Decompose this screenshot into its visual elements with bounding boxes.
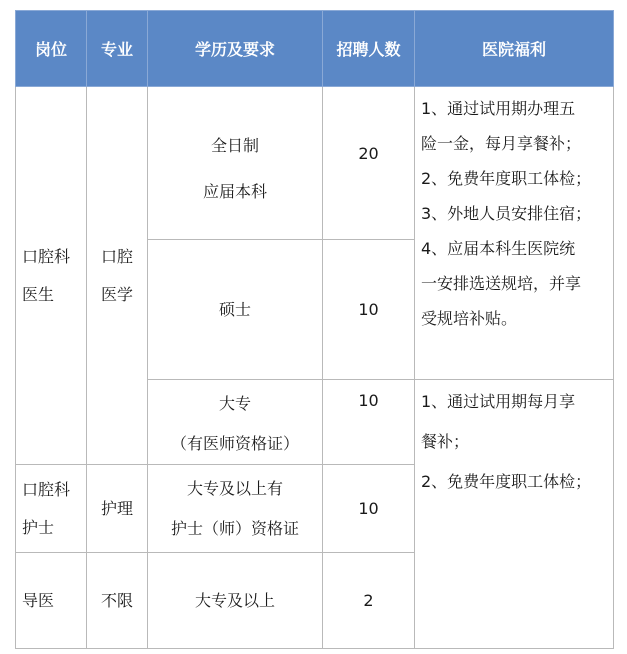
header-education: 学历及要求 bbox=[148, 11, 323, 87]
benefit-line: 2、免费年度职工体检； bbox=[421, 169, 592, 188]
count-cell: 10 bbox=[323, 380, 415, 465]
education-text: （有医师资格证） bbox=[170, 434, 299, 453]
education-text: 大专 bbox=[218, 394, 251, 413]
benefit-line: 餐补； bbox=[421, 432, 470, 451]
count-cell: 20 bbox=[323, 87, 415, 240]
education-cell: 大专及以上 bbox=[148, 553, 323, 649]
benefit-line: 3、外地人员安排住宿； bbox=[421, 204, 592, 223]
header-count: 招聘人数 bbox=[323, 11, 415, 87]
education-cell bbox=[148, 87, 323, 240]
header-major: 专业 bbox=[87, 11, 148, 87]
benefit-line: 4、应届本科生医院统 bbox=[421, 239, 576, 258]
major-text: 口腔 bbox=[100, 246, 133, 266]
benefit-line: 1、通过试用期办理五 bbox=[421, 99, 576, 118]
benefit-line: 险一金，每月享餐补； bbox=[421, 134, 582, 153]
count-cell: 2 bbox=[323, 553, 415, 649]
position-cell-dentist bbox=[16, 87, 87, 465]
education-cell bbox=[148, 465, 323, 553]
benefit-line: 2、免费年度职工体检； bbox=[421, 472, 592, 491]
table-row bbox=[16, 87, 614, 240]
major-text: 医学 bbox=[100, 284, 133, 304]
position-text: 口腔科 bbox=[22, 479, 71, 499]
position-text: 护士 bbox=[22, 517, 55, 537]
position-text: 口腔科 bbox=[22, 246, 71, 266]
recruitment-table-container bbox=[15, 10, 613, 644]
major-cell-nurse: 护理 bbox=[87, 465, 148, 553]
benefits-cell-2 bbox=[415, 380, 614, 649]
table-header-row bbox=[16, 11, 614, 87]
header-benefits: 医院福利 bbox=[415, 11, 614, 87]
education-text: 应届本科 bbox=[202, 182, 267, 201]
position-text: 医生 bbox=[22, 284, 55, 304]
benefit-line: 一安排选送规培，并享 bbox=[421, 274, 582, 293]
benefit-line: 1、通过试用期每月享 bbox=[421, 392, 576, 411]
count-cell: 10 bbox=[323, 240, 415, 380]
benefit-line: 受规培补贴。 bbox=[421, 309, 518, 328]
education-cell: 硕士 bbox=[148, 240, 323, 380]
position-cell-guide: 导医 bbox=[16, 553, 87, 649]
count-cell: 10 bbox=[323, 465, 415, 553]
header-position: 岗位 bbox=[16, 11, 87, 87]
education-text: 大专及以上有 bbox=[186, 478, 283, 498]
education-text: 全日制 bbox=[210, 136, 259, 155]
major-cell-dentist bbox=[87, 87, 148, 465]
major-cell-guide: 不限 bbox=[87, 553, 148, 649]
education-text: 护士（师）资格证 bbox=[170, 518, 299, 538]
position-cell-nurse bbox=[16, 465, 87, 553]
education-cell bbox=[148, 380, 323, 465]
recruitment-table bbox=[15, 10, 614, 649]
benefits-cell-1 bbox=[415, 87, 614, 380]
